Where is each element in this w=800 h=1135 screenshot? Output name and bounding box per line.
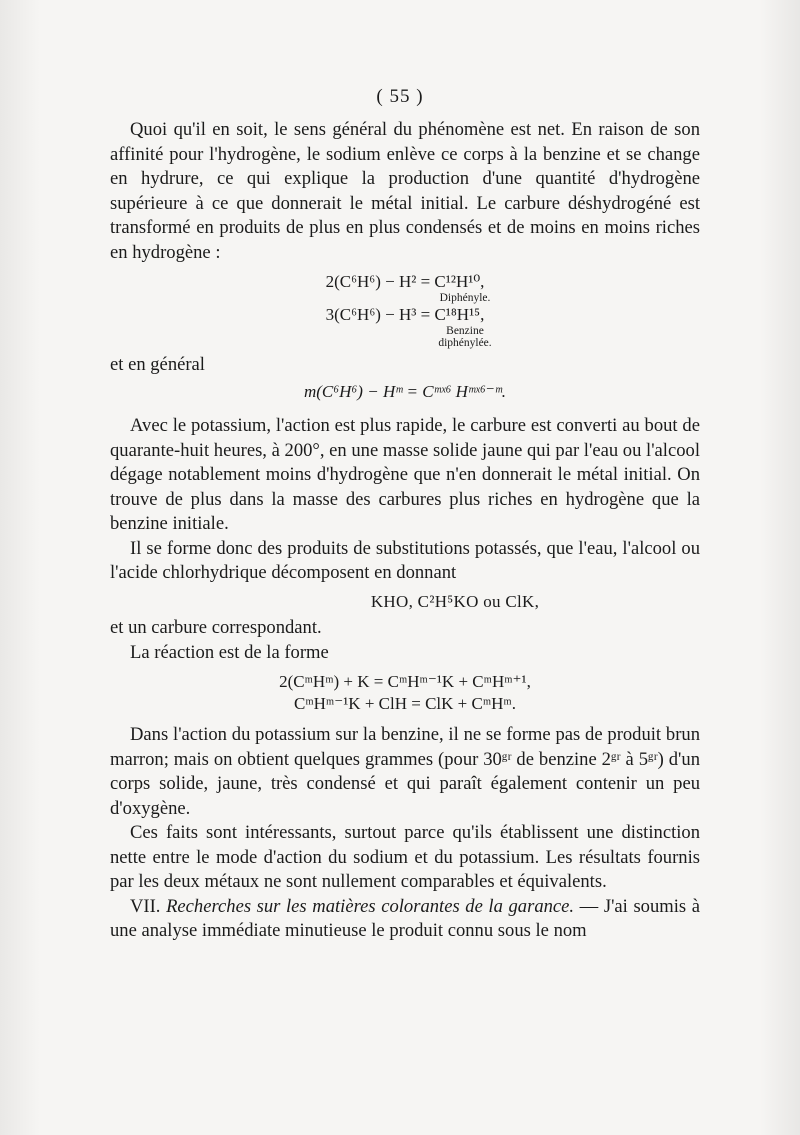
page-number: ( 55 ) [376,86,424,107]
section-number: VII. [130,895,161,917]
paragraph-5: et un carbure correspondant. [110,617,322,638]
caption-diphenylee: diphénylée. [438,337,492,349]
paragraph-3: Avec le potassium, l'action est plus rapide, le carbure est converti au bout de quarante-huit heures, à 200°, en une masse solide jaune qui par l'eau ou l'alcool dégage notablement moins d'hydrogène que n'en donnerait le métal initial. On trouve de plus dans la masse des carbures plus riches en hydrogène que la benzine initiale. [110,415,700,534]
paragraph-6: La réaction est de la forme [130,641,329,663]
formula-benzine-diphenylee: 3(C⁶H⁶) − H³ = C¹⁸H¹⁵, [325,305,485,324]
paragraph-1: Quoi qu'il en soit, le sens général du phénomène est net. En raison de son affinité pour l'hydrogène, le sodium enlève ce corps à la benzine et se change en hydrure, ce qui explique la production d'une quantité d'hydrogène supérieure à ce que donnerait le métal initial. Le carbure déshydrogéné est transformé en produits de plus en plus condensés et de moins en moins riches en hydrogène : [110,119,700,263]
reaction-line-1: 2(CᵐHᵐ) + K = CᵐHᵐ⁻¹K + CᵐHᵐ⁺¹, [279,672,531,691]
section-text: — J'ai soumis à une analyse immédiate minutieuse le produit connu sous le nom [110,895,700,941]
section-title: Recherches sur les matières colorantes de la garance. [166,895,575,917]
paragraph-9 [110,895,700,944]
formula-general: m(C⁶H⁶) − Hᵐ = Cᵐˣ⁶ Hᵐˣ⁶⁻ᵐ. [303,381,507,401]
paragraph-4: Il se forme donc des produits de substitutions potassés, que l'eau, l'alcool ou l'acide chlorhydrique décomposent en donnant [110,537,700,583]
paragraph-2: et en général [110,354,205,375]
reaction-line-2: CᵐHᵐ⁻¹K + ClH = ClK + CᵐHᵐ. [293,694,516,713]
caption-diphenyle: Diphényle. [439,292,491,304]
paragraph-7: Dans l'action du potassium sur la benzine, il ne se forme pas de produit brun marron; mais on obtient quelques grammes (pour 30ᵍʳ de benzine 2ᵍʳ à 5ᵍʳ) d'un corps solide, jaune, très condensé et qui paraît également contenir un peu d'oxygène. [110,724,700,819]
caption-benzine: Benzine [446,325,484,337]
body-text [110,118,700,944]
formula-diphenyle: 2(C⁶H⁶) − H² = C¹²H¹⁰, [325,272,485,291]
paragraph-8: Ces faits sont intéressants, surtout parce qu'ils établissent une distinction nette entre le mode d'action du sodium et du potassium. Les résultats fournis par les deux métaux ne sont nullement comparables et équivalents. [110,822,700,892]
formula-block-diphenyl [110,271,700,349]
formula-products: KHO, C²H⁵KO ou ClK, [370,591,540,611]
formula-reaction [110,671,700,715]
